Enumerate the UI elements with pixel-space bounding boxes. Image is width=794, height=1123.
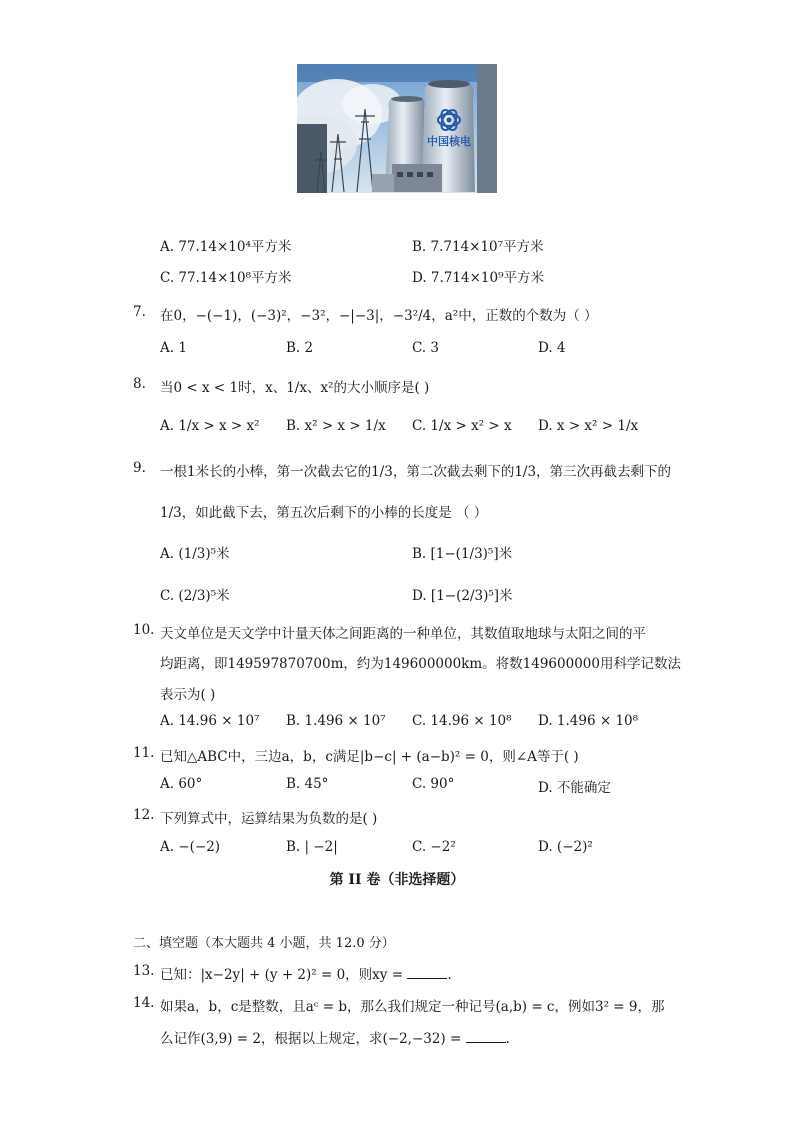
q6-option-b[interactable]: B. 7.714×10⁷平方米 <box>412 239 544 255</box>
q14-number: 14. <box>133 995 155 1011</box>
q12-option-b[interactable]: B. | −2| <box>286 839 338 855</box>
q8-option-b[interactable]: B. x² > x > 1/x <box>286 418 386 434</box>
q13-answer-blank[interactable] <box>407 966 447 979</box>
q14-stem-line1: 如果a，b，c是整数，且aᶜ = b，那么我们规定一种记号(a,b) = c，例如3² = 9，那 <box>160 999 665 1015</box>
part-2-header: 二、填空题（本大题共 4 小题，共 12.0 分） <box>133 936 395 951</box>
q11-option-d[interactable]: D. 不能确定 <box>538 780 611 796</box>
q9-stem-line2: 1/3，如此截下去，第五次后剩下的小棒的长度是 （ ） <box>160 505 488 521</box>
q7-option-b[interactable]: B. 2 <box>286 340 314 356</box>
q10-option-c[interactable]: C. 14.96 × 10⁸ <box>412 713 512 729</box>
section-2-title: 第 II 卷（非选择题） <box>329 872 465 888</box>
q12-option-a[interactable]: A. −(−2) <box>160 839 221 855</box>
q8-option-c[interactable]: C. 1/x > x² > x <box>412 418 512 434</box>
q7-stem: 在0，−(−1)，(−3)²，−3²，−|−3|，−3²/4，a²中，正数的个数为（ ） <box>160 308 598 324</box>
q9-option-c[interactable]: C. (2/3)⁵米 <box>160 588 230 604</box>
q10-stem-line3: 表示为( ) <box>160 687 216 703</box>
q7-option-c[interactable]: C. 3 <box>412 340 440 356</box>
q12-stem: 下列算式中，运算结果为负数的是( ) <box>160 811 378 827</box>
q8-option-a[interactable]: A. 1/x > x > x² <box>160 418 260 434</box>
q10-number: 10. <box>133 622 155 638</box>
q6-option-c[interactable]: C. 77.14×10⁸平方米 <box>160 270 292 286</box>
q7-number: 7. <box>133 304 146 320</box>
q10-option-a[interactable]: A. 14.96 × 10⁷ <box>160 713 260 729</box>
q7-option-a[interactable]: A. 1 <box>160 340 187 356</box>
q14-end: . <box>505 1031 510 1047</box>
q10-option-d[interactable]: D. 1.496 × 10⁸ <box>538 713 639 729</box>
q11-option-b[interactable]: B. 45° <box>286 776 329 792</box>
q6-option-a[interactable]: A. 77.14×10⁴平方米 <box>160 239 292 255</box>
q9-option-a[interactable]: A. (1/3)⁵米 <box>160 546 230 562</box>
q10-stem-line2: 均距离，即149597870700m，约为149600000km。将数149600000用科学记数法 <box>160 656 681 672</box>
q11-number: 11. <box>133 745 155 761</box>
q13-line <box>160 963 452 983</box>
q11-stem: 已知△ABC中，三边a，b，c满足|b−c| + (a−b)² = 0，则∠A等于( ) <box>160 749 579 765</box>
q6-option-d[interactable]: D. 7.714×10⁹平方米 <box>412 270 544 286</box>
q13-number: 13. <box>133 963 155 979</box>
q12-option-d[interactable]: D. (−2)² <box>538 839 593 855</box>
nuclear-plant-photo <box>297 64 497 193</box>
q8-stem: 当0 < x < 1时，x、1/x、x²的大小顺序是( ) <box>160 380 430 396</box>
q9-option-b[interactable]: B. [1−(1/3)⁵]米 <box>412 546 513 562</box>
q14-answer-blank[interactable] <box>466 1030 506 1043</box>
q14-line2 <box>160 1027 510 1047</box>
q9-option-d[interactable]: D. [1−(2/3)⁵]米 <box>412 588 513 604</box>
q8-number: 8. <box>133 376 146 392</box>
photo-illustration <box>297 64 497 193</box>
q9-number: 9. <box>133 460 146 476</box>
q13-stem: 已知：|x−2y| + (y + 2)² = 0，则xy = <box>160 967 404 983</box>
q8-option-d[interactable]: D. x > x² > 1/x <box>538 418 639 434</box>
q9-stem-line1: 一根1米长的小棒，第一次截去它的1/3，第二次截去剩下的1/3，第三次再截去剩下的 <box>160 464 672 480</box>
q12-option-c[interactable]: C. −2² <box>412 839 456 855</box>
q10-option-b[interactable]: B. 1.496 × 10⁷ <box>286 713 386 729</box>
q14-stem-line2: 么记作(3,9) = 2，根据以上规定，求(−2,−32) = <box>160 1031 462 1047</box>
q11-option-a[interactable]: A. 60° <box>160 776 203 792</box>
photo-sign-text: 中国核电 <box>427 135 471 148</box>
q12-number: 12. <box>133 807 155 823</box>
q13-end: . <box>447 967 452 983</box>
q11-option-c[interactable]: C. 90° <box>412 776 455 792</box>
q7-option-d[interactable]: D. 4 <box>538 340 566 356</box>
q10-stem-line1: 天文单位是天文学中计量天体之间距离的一种单位，其数值取地球与太阳之间的平 <box>160 626 646 642</box>
